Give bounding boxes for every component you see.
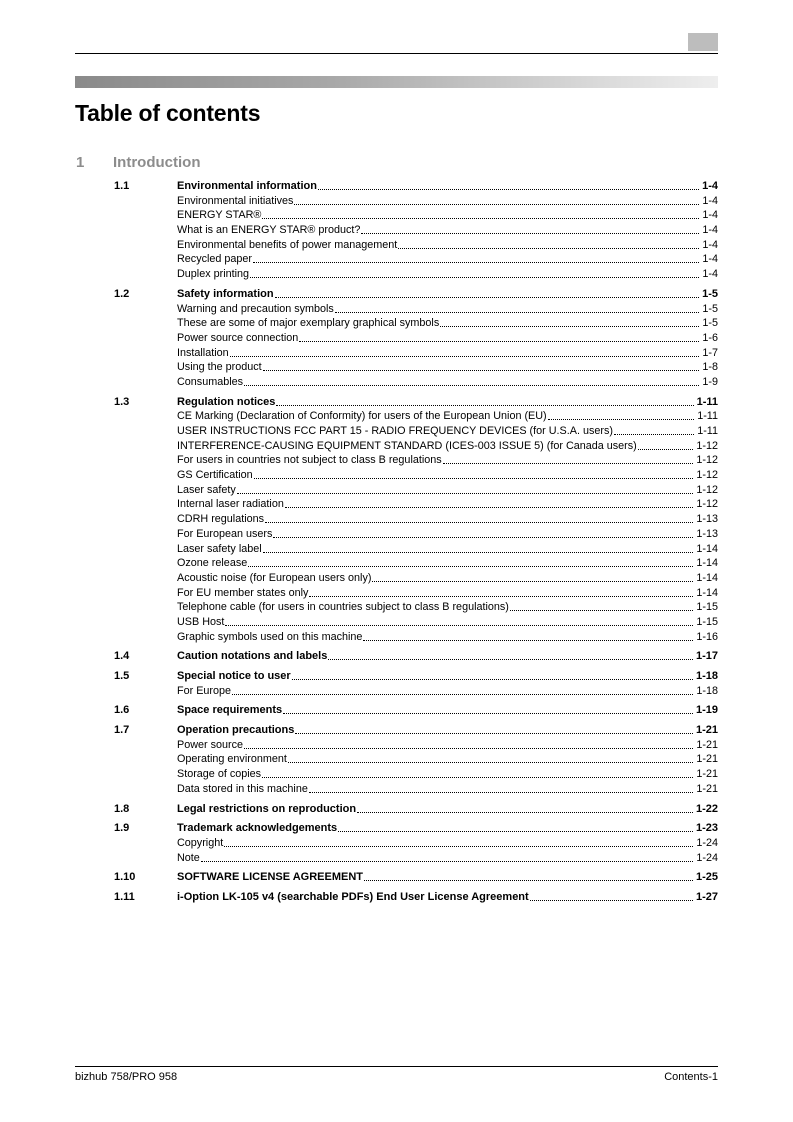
toc-subentry-row[interactable] xyxy=(75,424,718,439)
toc-entry-link[interactable] xyxy=(177,316,718,331)
toc-subentry-row[interactable] xyxy=(75,302,718,317)
dot-leader xyxy=(230,346,700,357)
toc-section xyxy=(75,703,718,718)
toc-page-number: 1-27 xyxy=(695,890,718,903)
dot-leader xyxy=(285,497,694,508)
toc-entry-link[interactable] xyxy=(177,179,718,194)
toc-entry-link[interactable] xyxy=(177,453,718,468)
toc-page-number: 1-16 xyxy=(696,630,718,643)
toc-section-row[interactable] xyxy=(75,649,718,664)
section-number: 1.10 xyxy=(114,871,136,884)
dot-leader xyxy=(201,851,694,862)
toc-subentry-row[interactable] xyxy=(75,468,718,483)
toc-page-number: 1-19 xyxy=(695,704,718,717)
toc-entry-link[interactable] xyxy=(177,600,718,615)
dot-leader xyxy=(364,870,693,881)
dot-leader xyxy=(244,738,693,749)
section-number: 1.8 xyxy=(114,802,130,815)
toc-list xyxy=(75,179,718,910)
toc-entry-title: Environmental information xyxy=(177,180,317,192)
toc-section-row[interactable] xyxy=(75,890,718,905)
toc-section xyxy=(75,723,718,796)
toc-entry-title: Installation xyxy=(177,346,229,359)
toc-entry-link[interactable] xyxy=(177,767,718,782)
dot-leader xyxy=(225,615,693,626)
dot-leader xyxy=(443,453,694,464)
toc-subentry-row[interactable] xyxy=(75,512,718,527)
toc-subentry-row[interactable] xyxy=(75,453,718,468)
toc-subentry-row[interactable] xyxy=(75,615,718,630)
toc-section-row[interactable] xyxy=(75,723,718,738)
toc-page-number: 1-4 xyxy=(702,209,718,222)
toc-entry-title: USB Host xyxy=(177,615,225,628)
toc-page-number: 1-4 xyxy=(702,253,718,266)
toc-subentry-row[interactable] xyxy=(75,767,718,782)
toc-entry-link[interactable] xyxy=(177,890,718,905)
toc-page-number: 1-14 xyxy=(696,571,718,584)
toc-entry-title: CE Marking (Declaration of Conformity) for users of the European Union (EU) xyxy=(177,410,547,423)
toc-subentry-row[interactable] xyxy=(75,738,718,753)
toc-entry-link[interactable] xyxy=(177,395,718,410)
toc-subentry-row[interactable] xyxy=(75,851,718,866)
toc-entry-link[interactable] xyxy=(177,424,718,439)
dot-leader xyxy=(273,527,693,538)
toc-entry-link[interactable] xyxy=(177,752,718,767)
section-number: 1.11 xyxy=(114,890,135,903)
toc-section-row[interactable] xyxy=(75,870,718,885)
footer-rule xyxy=(75,1066,718,1067)
dot-leader xyxy=(288,752,694,763)
toc-entry-link[interactable] xyxy=(177,738,718,753)
toc-page-number: 1-6 xyxy=(702,331,718,344)
toc-entry-title: Copyright xyxy=(177,836,224,849)
toc-entry-title: CDRH regulations xyxy=(177,513,265,526)
toc-entry-link[interactable] xyxy=(177,302,718,317)
toc-page-number: 1-12 xyxy=(696,498,718,511)
chapter-number: 1 xyxy=(76,154,85,171)
toc-page-number: 1-4 xyxy=(702,268,718,281)
toc-subentry-row[interactable] xyxy=(75,238,718,253)
toc-page-number: 1-4 xyxy=(702,180,718,192)
dot-leader xyxy=(276,395,693,406)
toc-page-number: 1-22 xyxy=(695,802,718,815)
dot-leader xyxy=(248,556,693,567)
toc-subentry-row[interactable] xyxy=(75,252,718,267)
toc-entry-title: Environmental benefits of power management xyxy=(177,238,398,251)
toc-subentry-row[interactable] xyxy=(75,782,718,797)
toc-page-number: 1-21 xyxy=(696,782,718,795)
toc-section-row[interactable] xyxy=(75,395,718,410)
toc-entry-title: SOFTWARE LICENSE AGREEMENT xyxy=(177,871,363,884)
title-gradient-bar xyxy=(75,76,718,88)
toc-entry-link[interactable] xyxy=(177,287,718,302)
toc-entry-title: Safety information xyxy=(177,287,274,300)
toc-entry-link[interactable] xyxy=(177,586,718,601)
toc-page-number: 1-4 xyxy=(702,224,718,237)
toc-subentry-row[interactable] xyxy=(75,194,718,209)
toc-entry-title: Data stored in this machine xyxy=(177,782,308,795)
toc-entry-link[interactable] xyxy=(177,669,718,684)
chapter-heading[interactable] xyxy=(75,154,718,174)
toc-entry-title: Consumables xyxy=(177,375,244,388)
dot-leader xyxy=(237,483,694,494)
toc-entry-link[interactable] xyxy=(177,527,718,542)
dot-leader xyxy=(299,331,699,342)
dot-leader xyxy=(510,600,693,611)
toc-page-number: 1-5 xyxy=(702,317,718,330)
toc-entry-link[interactable] xyxy=(177,684,718,699)
toc-page-number: 1-21 xyxy=(696,738,718,751)
toc-entry-link[interactable] xyxy=(177,238,718,253)
toc-entry-title: Regulation notices xyxy=(177,395,276,408)
toc-entry-title: Ozone release xyxy=(177,557,248,570)
toc-entry-title: For EU member states only xyxy=(177,586,309,599)
toc-entry-title: GS Certification xyxy=(177,469,253,482)
toc-subentry-row[interactable] xyxy=(75,752,718,767)
toc-entry-link[interactable] xyxy=(177,630,718,645)
toc-section xyxy=(75,395,718,645)
toc-page-number: 1-21 xyxy=(696,768,718,781)
header-tab-marker xyxy=(688,33,718,51)
toc-page-number: 1-24 xyxy=(696,836,718,849)
toc-entry-link[interactable] xyxy=(177,649,718,664)
toc-subentry-row[interactable] xyxy=(75,542,718,557)
section-number: 1.9 xyxy=(114,822,130,835)
dot-leader xyxy=(338,821,693,832)
toc-entry-title: Caution notations and labels xyxy=(177,650,328,663)
toc-entry-title: Telephone cable (for users in countries subject to class B regulations) xyxy=(177,601,509,614)
toc-subentry-row[interactable] xyxy=(75,331,718,346)
toc-page-number: 1-14 xyxy=(696,557,718,570)
toc-entry-link[interactable] xyxy=(177,409,718,424)
dot-leader xyxy=(263,360,700,371)
dot-leader xyxy=(372,571,693,582)
toc-page-number: 1-15 xyxy=(696,615,718,628)
toc-entry-title: i-Option LK-105 v4 (searchable PDFs) End User License Agreement xyxy=(177,890,529,903)
toc-entry-title: Environmental initiatives xyxy=(177,194,294,207)
toc-entry-link[interactable] xyxy=(177,615,718,630)
dot-leader xyxy=(254,468,694,479)
dot-leader xyxy=(440,316,699,327)
dot-leader xyxy=(244,375,699,386)
toc-entry-title: Legal restrictions on reproduction xyxy=(177,802,357,815)
toc-entry-link[interactable] xyxy=(177,556,718,571)
dot-leader xyxy=(275,287,700,298)
footer-page-number: Contents-1 xyxy=(664,1071,718,1083)
dot-leader xyxy=(295,723,693,734)
toc-subentry-row[interactable] xyxy=(75,556,718,571)
section-number: 1.5 xyxy=(114,670,130,682)
toc-section xyxy=(75,870,718,885)
toc-entry-title: Operating environment xyxy=(177,753,287,766)
toc-subentry-row[interactable] xyxy=(75,527,718,542)
toc-page-number: 1-5 xyxy=(702,302,718,315)
dot-leader xyxy=(530,890,693,901)
toc-subentry-row[interactable] xyxy=(75,836,718,851)
dot-leader xyxy=(357,802,693,813)
section-number: 1.6 xyxy=(114,704,130,717)
toc-subentry-row[interactable] xyxy=(75,223,718,238)
dot-leader xyxy=(638,439,694,450)
toc-entry-title: Special notice to user xyxy=(177,670,291,682)
dot-leader xyxy=(232,684,693,695)
toc-subentry-row[interactable] xyxy=(75,439,718,454)
toc-page-number: 1-14 xyxy=(696,542,718,555)
toc-entry-link[interactable] xyxy=(177,483,718,498)
toc-entry-title: For Europe xyxy=(177,684,232,697)
toc-page-number: 1-9 xyxy=(702,375,718,388)
section-number: 1.4 xyxy=(114,650,130,663)
toc-entry-title: USER INSTRUCTIONS FCC PART 15 - RADIO FREQUENCY DEVICES (for U.S.A. users) xyxy=(177,425,613,437)
toc-page-number: 1-12 xyxy=(696,439,718,452)
toc-subentry-row[interactable] xyxy=(75,267,718,282)
toc-subentry-row[interactable] xyxy=(75,375,718,390)
toc-entry-link[interactable] xyxy=(177,208,718,223)
dot-leader xyxy=(361,223,699,234)
toc-page-number: 1-13 xyxy=(696,527,718,540)
toc-section-row[interactable] xyxy=(75,703,718,718)
toc-section xyxy=(75,179,718,282)
toc-entry-title: Note xyxy=(177,851,200,864)
toc-subentry-row[interactable] xyxy=(75,316,718,331)
toc-page-number: 1-11 xyxy=(697,410,718,423)
toc-section xyxy=(75,802,718,817)
toc-entry-title: Internal laser radiation xyxy=(177,498,284,511)
toc-page-number: 1-18 xyxy=(695,670,718,682)
toc-section xyxy=(75,649,718,664)
toc-entry-title: For users in countries not subject to class B regulations xyxy=(177,454,442,467)
toc-entry-link[interactable] xyxy=(177,851,718,866)
section-number: 1.2 xyxy=(114,287,130,300)
toc-section-row[interactable] xyxy=(75,669,718,684)
toc-entry-title: Trademark acknowledgements xyxy=(177,822,338,835)
toc-section-row[interactable] xyxy=(75,802,718,817)
section-number: 1.1 xyxy=(114,180,130,192)
toc-entry-link[interactable] xyxy=(177,723,718,738)
toc-section xyxy=(75,890,718,905)
toc-page-number: 1-11 xyxy=(696,395,718,408)
dot-leader xyxy=(548,409,695,420)
toc-entry-title: Operation precautions xyxy=(177,724,295,737)
toc-page-number: 1-23 xyxy=(695,822,718,835)
toc-page-number: 1-11 xyxy=(697,425,718,437)
dot-leader xyxy=(614,424,694,435)
toc-section-row[interactable] xyxy=(75,287,718,302)
toc-entry-title: ENERGY STAR® xyxy=(177,209,262,222)
toc-subentry-row[interactable] xyxy=(75,571,718,586)
dot-leader xyxy=(292,669,693,680)
section-number: 1.3 xyxy=(114,395,130,408)
toc-entry-link[interactable] xyxy=(177,512,718,527)
footer-product-name: bizhub 758/PRO 958 xyxy=(75,1071,178,1083)
dot-leader xyxy=(262,767,693,778)
dot-leader xyxy=(250,267,699,278)
page-title: Table of contents xyxy=(75,100,261,126)
toc-page-number: 1-8 xyxy=(702,361,718,374)
toc-entry-title: Warning and precaution symbols xyxy=(177,302,334,315)
toc-entry-link[interactable] xyxy=(177,782,718,797)
toc-entry-title: Laser safety label xyxy=(177,542,262,555)
toc-subentry-row[interactable] xyxy=(75,630,718,645)
toc-entry-title: Storage of copies xyxy=(177,768,262,781)
toc-subentry-row[interactable] xyxy=(75,346,718,361)
toc-entry-link[interactable] xyxy=(177,703,718,718)
toc-subentry-row[interactable] xyxy=(75,208,718,223)
toc-entry-link[interactable] xyxy=(177,194,718,209)
toc-subentry-row[interactable] xyxy=(75,360,718,375)
dot-leader xyxy=(265,512,693,523)
toc-entry-title: Recycled paper xyxy=(177,253,253,266)
chapter-title[interactable]: Introduction xyxy=(113,154,201,171)
toc-entry-link[interactable] xyxy=(177,346,718,361)
toc-entry-link[interactable] xyxy=(177,223,718,238)
toc-page-number: 1-17 xyxy=(695,650,718,663)
dot-leader xyxy=(328,649,693,660)
toc-page-number: 1-25 xyxy=(695,871,718,884)
toc-entry-title: For European users xyxy=(177,527,273,540)
toc-entry-title: Duplex printing xyxy=(177,268,250,281)
section-number: 1.7 xyxy=(114,724,130,737)
dot-leader xyxy=(283,703,693,714)
dot-leader xyxy=(309,782,694,793)
toc-subentry-row[interactable] xyxy=(75,600,718,615)
dot-leader xyxy=(363,630,693,641)
toc-entry-title: What is an ENERGY STAR® product? xyxy=(177,224,361,237)
toc-entry-link[interactable] xyxy=(177,571,718,586)
toc-entry-link[interactable] xyxy=(177,375,718,390)
toc-page-number: 1-5 xyxy=(702,287,718,300)
dot-leader xyxy=(263,542,694,553)
dot-leader xyxy=(262,208,699,219)
toc-entry-link[interactable] xyxy=(177,802,718,817)
toc-page-number: 1-4 xyxy=(702,194,718,207)
toc-page-number: 1-12 xyxy=(696,483,718,496)
toc-page-number: 1-14 xyxy=(696,586,718,599)
toc-entry-title: Acoustic noise (for European users only) xyxy=(177,571,372,584)
toc-entry-link[interactable] xyxy=(177,870,718,885)
toc-entry-title: Space requirements xyxy=(177,704,283,717)
toc-page-number: 1-12 xyxy=(696,454,718,467)
toc-entry-title: Power source connection xyxy=(177,331,299,344)
toc-subentry-row[interactable] xyxy=(75,684,718,699)
toc-page-number: 1-21 xyxy=(696,753,718,766)
toc-entry-link[interactable] xyxy=(177,360,718,375)
toc-subentry-row[interactable] xyxy=(75,483,718,498)
toc-entry-title: Graphic symbols used on this machine xyxy=(177,630,363,643)
toc-page-number: 1-24 xyxy=(696,851,718,864)
dot-leader xyxy=(309,586,693,597)
toc-page-number: 1-13 xyxy=(696,513,718,526)
dot-leader xyxy=(294,194,699,205)
toc-subentry-row[interactable] xyxy=(75,497,718,512)
dot-leader xyxy=(318,179,699,190)
toc-page-number: 1-12 xyxy=(696,469,718,482)
dot-leader xyxy=(224,836,693,847)
toc-page-number: 1-7 xyxy=(702,346,718,359)
toc-section xyxy=(75,287,718,390)
toc-entry-link[interactable] xyxy=(177,821,718,836)
dot-leader xyxy=(253,252,699,263)
toc-section xyxy=(75,669,718,698)
dot-leader xyxy=(398,238,699,249)
toc-entry-title: Power source xyxy=(177,738,244,751)
dot-leader xyxy=(335,302,700,313)
toc-entry-link[interactable] xyxy=(177,331,718,346)
toc-entry-title: These are some of major exemplary graphical symbols xyxy=(177,317,440,330)
toc-entry-title: Laser safety xyxy=(177,483,236,496)
toc-subentry-row[interactable] xyxy=(75,586,718,601)
toc-page-number: 1-15 xyxy=(696,601,718,614)
toc-entry-link[interactable] xyxy=(177,542,718,557)
toc-entry-link[interactable] xyxy=(177,267,718,282)
toc-section xyxy=(75,821,718,865)
toc-page-number: 1-21 xyxy=(695,724,718,737)
toc-section-row[interactable] xyxy=(75,821,718,836)
toc-subentry-row[interactable] xyxy=(75,409,718,424)
toc-page-number: 1-18 xyxy=(696,684,718,697)
header-rule xyxy=(75,53,718,54)
toc-entry-title: Using the product xyxy=(177,361,262,374)
toc-entry-link[interactable] xyxy=(177,252,718,267)
toc-section-row[interactable] xyxy=(75,179,718,194)
toc-entry-title: INTERFERENCE-CAUSING EQUIPMENT STANDARD (ICES-003 ISSUE 5) (for Canada users) xyxy=(177,439,637,452)
toc-entry-link[interactable] xyxy=(177,439,718,454)
toc-entry-link[interactable] xyxy=(177,497,718,512)
toc-entry-link[interactable] xyxy=(177,468,718,483)
toc-entry-link[interactable] xyxy=(177,836,718,851)
toc-page-number: 1-4 xyxy=(702,238,718,251)
